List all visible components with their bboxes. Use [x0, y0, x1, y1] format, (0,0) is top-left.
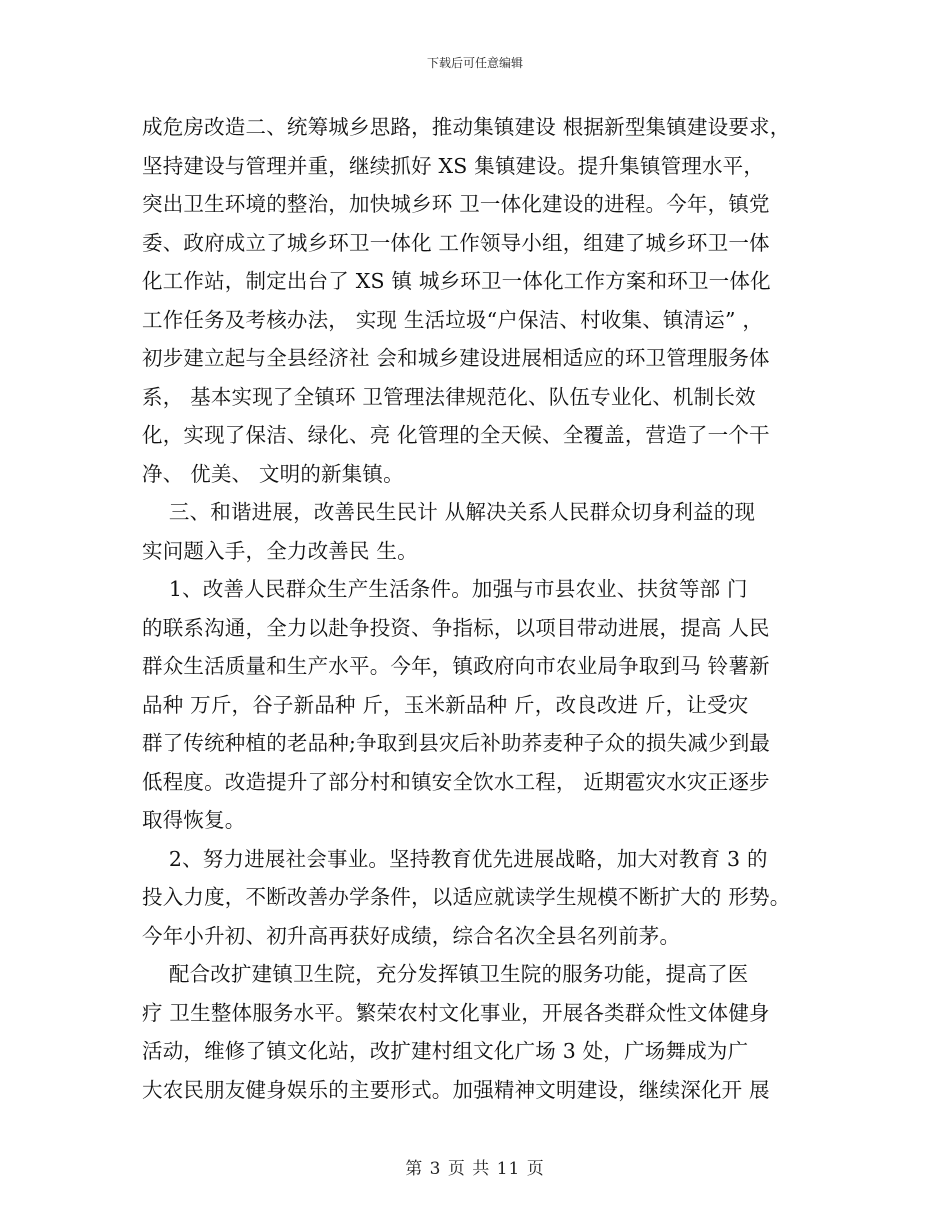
text-line: 疗 卫生整体服务水平。繁荣农村文化事业，开展各类群众性文体健身: [142, 1000, 770, 1025]
text-line: 低程度。改造提升了部分村和镇安全饮水工程， 近期雹灾水灾正逐步: [142, 769, 770, 794]
page-number-footer: 第 3 页 共 11 页: [405, 1159, 545, 1179]
text-line: 成危房改造二、统筹城乡思路，推动集镇建设 根据新型集镇建设要求，: [142, 115, 791, 139]
text-line: 坚持建设与管理并重，继续抓好 XS 集镇建设。提升集镇管理水平，: [142, 153, 765, 178]
text-line: 三、和谐进展，改善民生民计 从解决关系人民群众切身利益的现: [142, 500, 756, 524]
text-line: 群众生活质量和生产水平。今年，镇政府向市农业局争取到马 铃薯新: [142, 654, 770, 678]
text-line: 取得恢复。: [142, 808, 246, 832]
text-line: 配合改扩建镇卫生院，充分发挥镇卫生院的服务功能，提高了医: [142, 962, 749, 986]
text-line: 2、努力进展社会事业。坚持教育优先进展战略，加大对教育 3 的: [142, 846, 768, 871]
text-line: 实问题入手，全力改善民 生。: [142, 538, 418, 563]
text-line: 投入力度，不断改善办学条件，以适应就读学生规模不断扩大的 形势。: [142, 885, 791, 909]
text-line: 净、 优美、 文明的新集镇。: [142, 461, 404, 486]
text-line: 的联系沟通，全力以赴争投资、争指标，以项目带动进展，提高 人民: [142, 615, 770, 640]
text-line: 群了传统种植的老品种;争取到县灾后补助荞麦种子众的损失减少到最: [142, 731, 771, 755]
text-line: 工作任务及考核办法， 实现 生活垃圾“户保洁、村收集、镇清运” ，: [142, 307, 764, 332]
text-line: 委、政府成立了城乡环卫一体化 工作领导小组，组建了城乡环卫一体: [142, 230, 770, 255]
body-text: [142, 108, 822, 1109]
text-line: 初步建立起与全县经济社 会和城乡建设进展相适应的环卫管理服务体: [142, 346, 770, 370]
text-line: 品种 万斤，谷子新品种 斤，玉米新品种 斤，改良改进 斤，让受灾: [142, 692, 749, 717]
text-line: 系， 基本实现了全镇环 卫管理法律规范化、队伍专业化、机制长效: [142, 384, 756, 409]
text-line: 化工作站，制定出台了 XS 镇 城乡环卫一体化工作方案和环卫一体化: [142, 269, 771, 293]
text-line: 1、改善人民群众生产生活条件。加强与市县农业、扶贫等部 门: [142, 577, 748, 601]
text-line: 今年小升初、初升高再获好成绩，综合名次全县名列前茅。: [142, 923, 681, 948]
text-line: 大农民朋友健身娱乐的主要形式。加强精神文明建设，继续深化开 展: [142, 1077, 770, 1102]
page-header: 下载后可任意编辑: [426, 56, 523, 70]
text-line: 活动，维修了镇文化站，改扩建村组文化广场 3 处，广场舞成为广: [142, 1039, 749, 1063]
text-line: 突出卫生环境的整治，加快城乡环 卫一体化建设的进程。今年，镇党: [142, 192, 770, 216]
text-line: 化，实现了保洁、绿化、亮 化管理的全天候、全覆盖，营造了一个干: [142, 423, 770, 447]
